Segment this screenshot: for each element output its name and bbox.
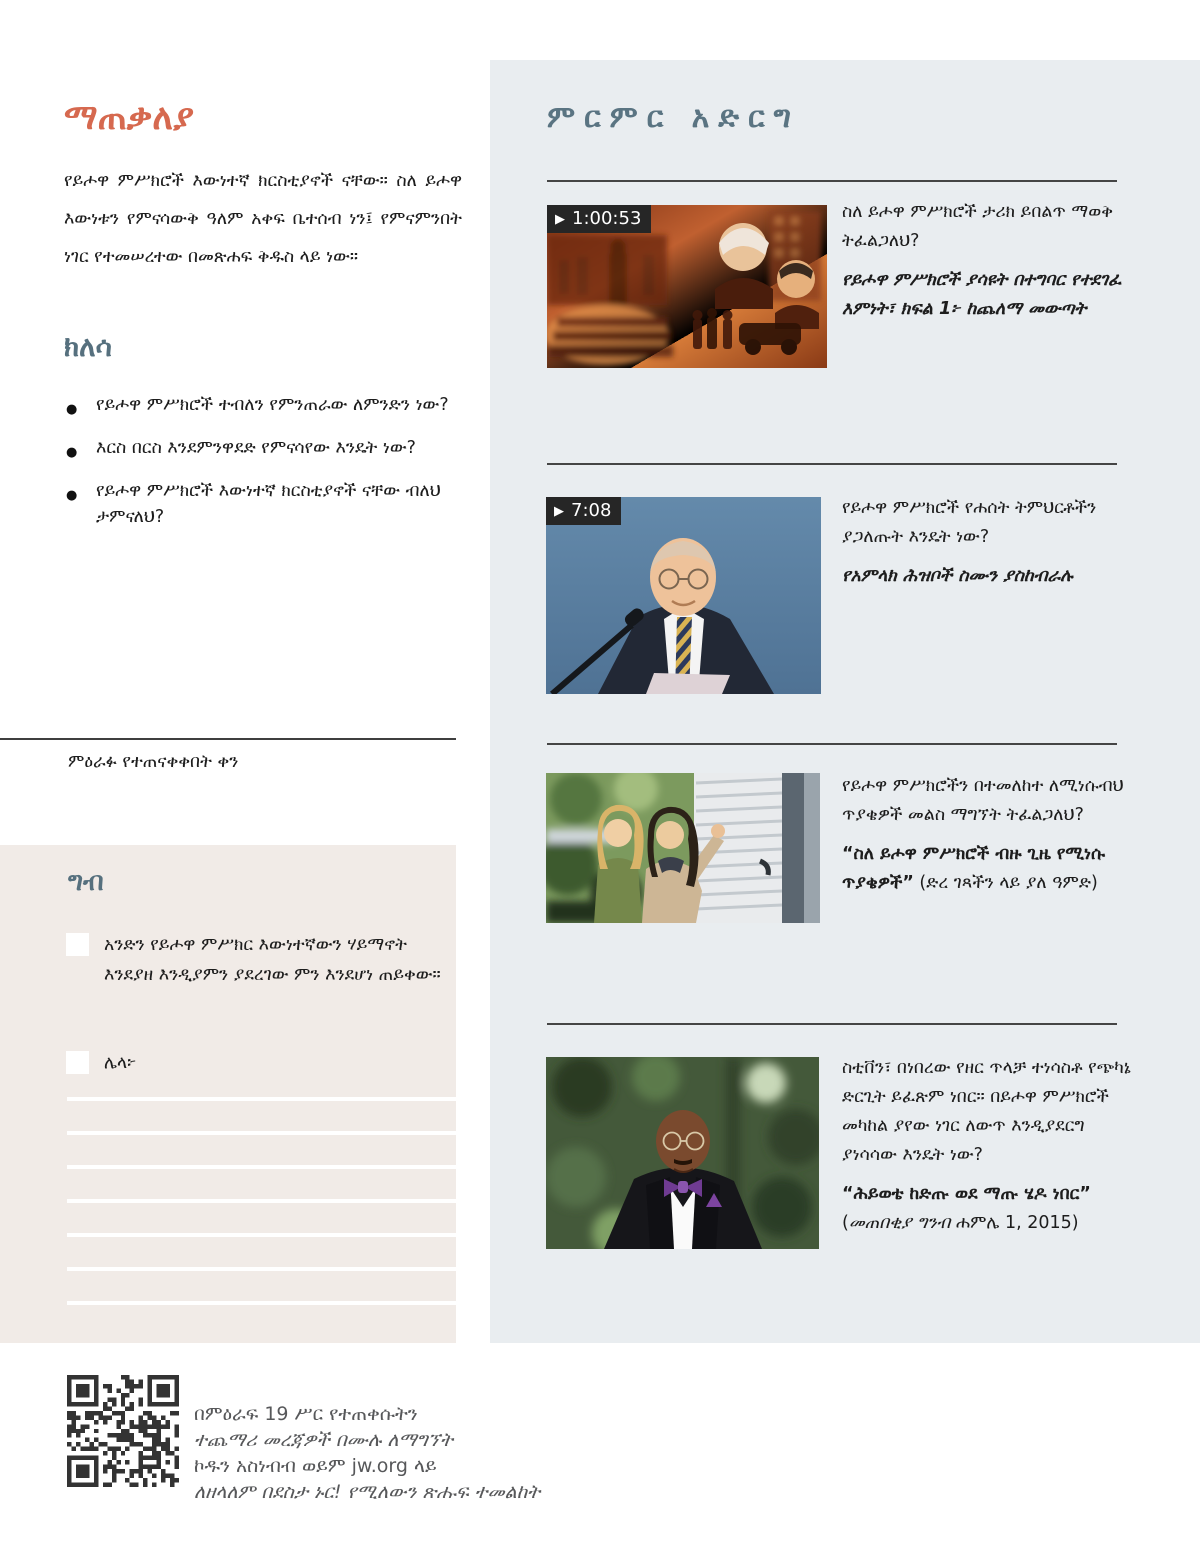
divider (0, 738, 456, 740)
qr-caption-line: ኮዱን አስነብብ ወይም jw.org ላይ (194, 1455, 437, 1477)
qr-caption-line: ለዘላለም በደስታ ኑር! የሚለውን ጽሑፍ ተመልከት (194, 1481, 541, 1503)
summary-title: ማጠቃለያ (64, 98, 195, 138)
qr-caption-line: በምዕራፍ 19 ሥር የተጠቀሱትን (194, 1403, 418, 1425)
divider (547, 180, 1117, 182)
research-item-text (842, 772, 1134, 908)
writing-line (67, 1301, 456, 1305)
writing-line (67, 1199, 456, 1203)
goal-title: ግብ (68, 867, 104, 897)
research-item-paragraph: የአምላክ ሕዝቦች ስሙን ያስከብራሉ (842, 566, 1073, 586)
goal-item (66, 930, 444, 990)
writing-line (67, 1131, 456, 1135)
research-item-text (842, 198, 1134, 334)
research-item-paragraph: የይሖዋ ምሥክሮችን በተመለከተ ለሚነሱብህ ጥያቄዎች መልስ ማግኘት ትፈልጋለህ? (842, 776, 1124, 825)
completion-date-label: ምዕራፉ የተጠናቀቀበት ቀን (68, 752, 239, 772)
goal-item-text: አንድን የይሖዋ ምሥክር እውነተኛውን ሃይማኖት እንደያዘ እንዲያምን ያደረገው ምን እንደሆነ ጠይቀው። (104, 935, 441, 985)
research-item-text (842, 494, 1134, 601)
goal-checkbox[interactable] (66, 933, 89, 956)
qr-code (67, 1375, 179, 1487)
research-title: ምርምር አድርግ (547, 100, 800, 135)
research-item-paragraph: ስቲቨን፣ በነበረው የዘር ጥላቻ ተነሳስቶ የጭካኔ ድርጊት ይፈጽም ነበር። በይሖዋ ምሥክሮች መካከል ያየው ነገር ለውጥ እንዲያደርግ ያነሳሳው እንዴት ነው? (842, 1058, 1131, 1165)
divider (547, 743, 1117, 745)
photo-witnessing-at-door[interactable] (546, 773, 820, 923)
video-thumbnail-speaker[interactable] (546, 497, 821, 694)
writing-line (67, 1097, 456, 1101)
research-item-paragraph: “ሕይወቴ ከድጡ ወደ ማጡ ሄዶ ነበር” (መጠበቂያ ግንብ ሐምሌ 1, 2015) (842, 1184, 1091, 1233)
writing-line (67, 1233, 456, 1237)
play-icon: ▶ (554, 504, 564, 519)
video-duration: 1:00:53 (572, 208, 642, 229)
photo-man-bow-tie[interactable] (546, 1057, 819, 1249)
divider (547, 1023, 1117, 1025)
review-question: ● የይሖዋ ምሥክሮች ተብለን የምንጠራው ለምንድን ነው? (96, 392, 452, 418)
qr-caption (194, 1401, 624, 1505)
writing-line (67, 1165, 456, 1169)
writing-line (67, 1267, 456, 1271)
research-item-text (842, 1054, 1134, 1248)
research-item-paragraph: የይሖዋ ምሥክሮች ያሳዩት በተግባር የተደገፈ እምነት፣ ክፍል 1፦ ከጨለማ መውጣት (842, 270, 1122, 319)
research-item-paragraph: የይሖዋ ምሥክሮች የሐሰት ትምህርቶችን ያጋለጡት እንዴት ነው? (842, 498, 1097, 547)
video-duration-badge (547, 205, 651, 233)
review-list (96, 392, 452, 547)
review-question: ● የይሖዋ ምሥክሮች እውነተኛ ክርስቲያኖች ናቸው ብለህ ታምናለህ? (96, 478, 452, 530)
video-duration: 7:08 (571, 500, 612, 521)
qr-caption-line: ተጨማሪ መረጃዎች በሙሉ ለማግኘት (194, 1429, 454, 1451)
review-question: ● እርስ በርስ እንደምንዋደድ የምናሳየው እንዴት ነው? (96, 435, 452, 461)
divider (547, 463, 1117, 465)
goal-other-label: ሌላ፦ (104, 1053, 137, 1073)
play-icon: ▶ (555, 212, 565, 227)
research-item-paragraph: “ስለ ይሖዋ ምሥክሮች ብዙ ጊዜ የሚነሱ ጥያቄዎች” (ድረ ገጻችን ላይ ያለ ዓምድ) (842, 844, 1106, 893)
review-title: ክለሳ (64, 330, 112, 363)
video-thumbnail-history-montage[interactable] (547, 205, 827, 368)
video-duration-badge (546, 497, 621, 525)
goal-box (0, 845, 456, 1343)
research-panel (490, 60, 1200, 1343)
research-item-paragraph: ስለ ይሖዋ ምሥክሮች ታሪክ ይበልጥ ማወቅ ትፈልጋለህ? (842, 202, 1114, 251)
goal-item-other (66, 1048, 444, 1078)
goal-checkbox[interactable] (66, 1051, 89, 1074)
summary-paragraph: የይሖዋ ምሥክሮች እውነተኛ ክርስቲያኖች ናቸው። ስለ ይሖዋ እውነቱን የምናሳውቅ ዓለም አቀፍ ቤተሰብ ነን፤ የምናምንበት ነገር የተመሠረተው በመጽሐፍ ቅዱስ ላይ ነው። (64, 171, 462, 267)
